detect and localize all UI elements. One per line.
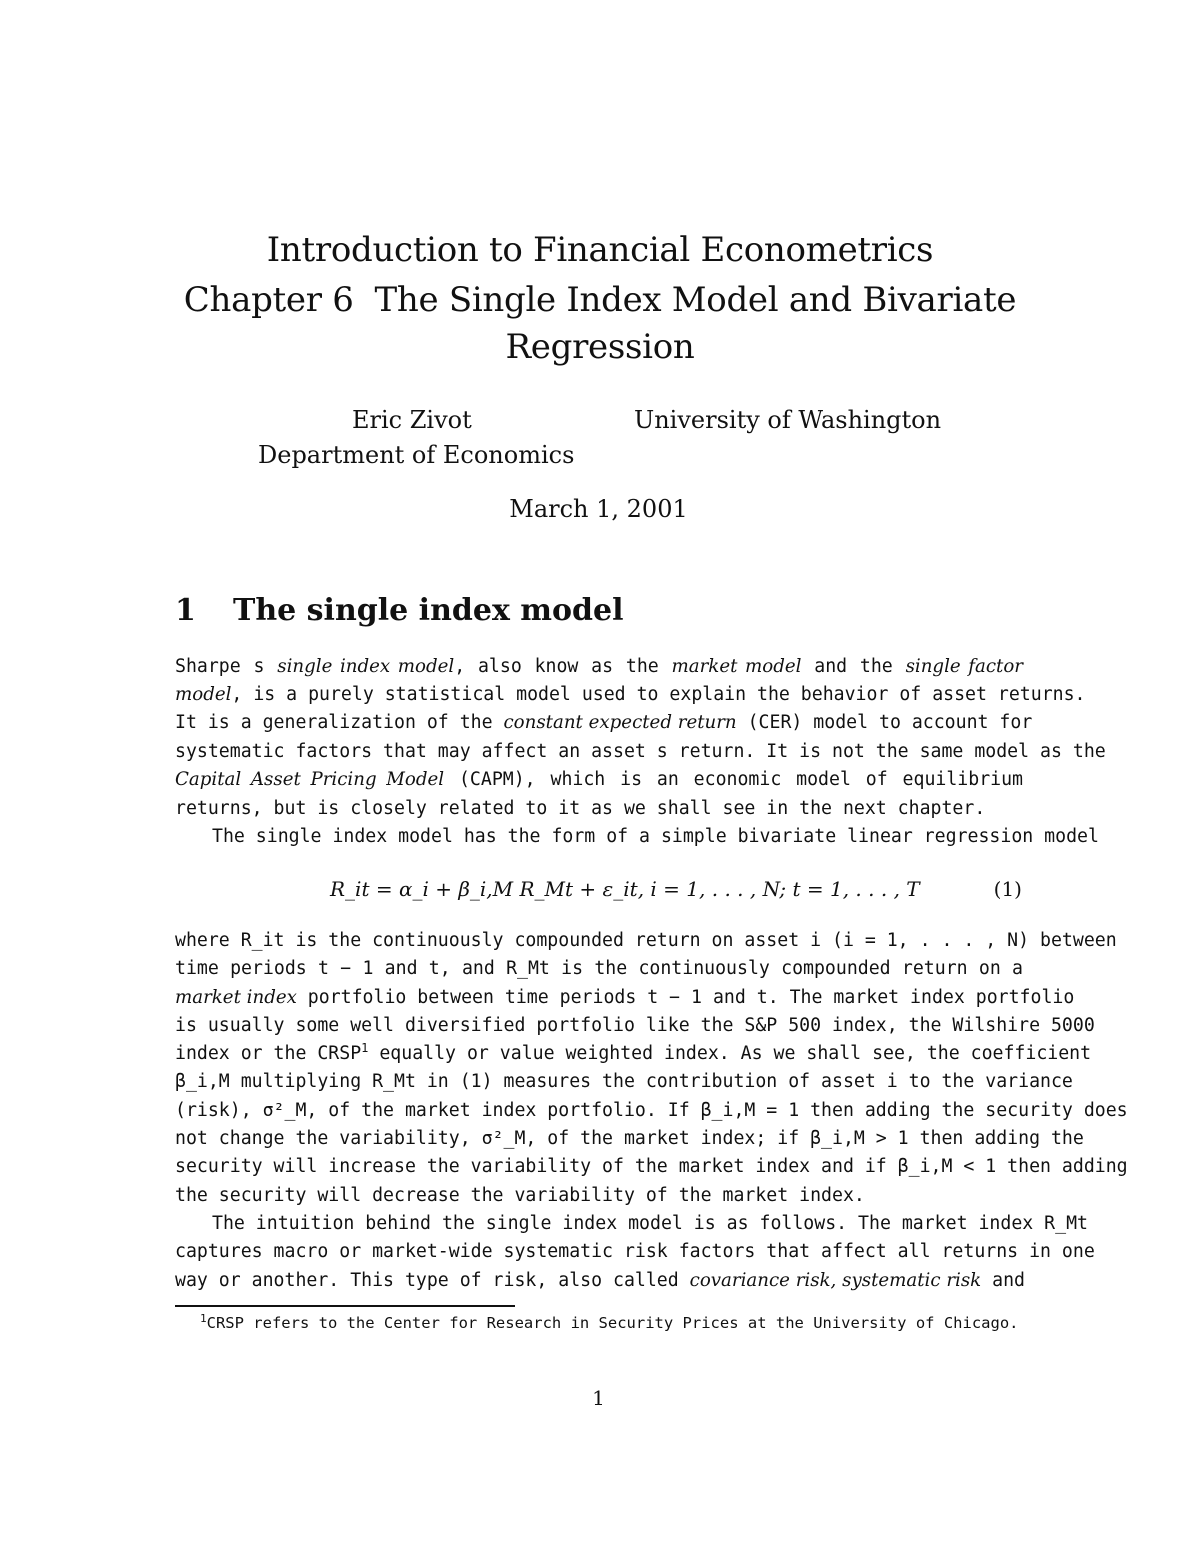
footnote [200, 1311, 1019, 1335]
footnote-rule [175, 1305, 515, 1307]
footnote-text: CRSP refers to the Center for Research in Security Prices at the University of Chicago. [206, 1314, 1019, 1332]
body-line: β_i,M multiplying R_Mt in (1) measures the contribution of asset i to the variance [175, 1071, 1073, 1092]
body-line: Sharpe s single index model, also know as the market model and the single factor [175, 656, 1023, 677]
equation-text: R_it = α_i + β_i,M R_Mt + ε_it, i = 1, . . . , N; t = 1, . . . , T [330, 877, 920, 901]
section-heading [175, 590, 623, 632]
body-line: the security will decrease the variability of the market index. [175, 1185, 865, 1206]
body-line: captures macro or market-wide systematic risk factors that affect all returns in one [175, 1241, 1095, 1262]
paper-date: March 1, 2001 [509, 495, 688, 523]
body-line: (risk), σ²_M, of the market index portfolio. If β_i,M = 1 then adding the security does [175, 1100, 1128, 1121]
author-university: University of Washington [634, 406, 942, 434]
title-line-3: Regression [505, 327, 695, 367]
footnote-marker: 1 [361, 1040, 369, 1055]
body-line: where R_it is the continuously compounded return on asset i (i = 1, . . . , N) between [175, 930, 1117, 951]
section-title: The single index model [233, 593, 624, 628]
section-number: 1 [175, 593, 196, 628]
body-line: time periods t − 1 and t, and R_Mt is the continuously compounded return on a [175, 958, 1023, 979]
body-line: model, is a purely statistical model used to explain the behavior of asset returns. [175, 684, 1086, 705]
equation-number: (1) [993, 877, 1022, 901]
body-line: way or another. This type of risk, also called covariance risk, systematic risk and [175, 1270, 1025, 1291]
body-line: It is a generalization of the constant expected return (CER) model to account for [175, 712, 1033, 733]
author-name: Eric Zivot [352, 406, 472, 434]
body-line: market index portfolio between time periods t − 1 and t. The market index portfolio [175, 987, 1075, 1008]
body-line: not change the variability, σ²_M, of the market index; if β_i,M > 1 then adding the [175, 1128, 1084, 1149]
title-line-1: Introduction to Financial Econometrics [266, 230, 934, 270]
body-line: Capital Asset Pricing Model (CAPM), which is an economic model of equilibrium [175, 769, 1023, 790]
page-number: 1 [592, 1386, 605, 1410]
body-line: is usually some well diversified portfolio like the S&P 500 index, the Wilshire 5000 [175, 1015, 1095, 1036]
equation-1 [330, 874, 1030, 904]
title-line-2: Chapter 6 The Single Index Model and Bivariate [183, 280, 1017, 320]
body-line: The intuition behind the single index model is as follows. The market index R_Mt [212, 1213, 1088, 1234]
footnote-number: 1 [200, 1311, 207, 1325]
body-line: The single index model has the form of a simple bivariate linear regression model [212, 826, 1099, 847]
body-line: security will increase the variability of the market index and if β_i,M < 1 then adding [175, 1156, 1128, 1177]
body-line: returns, but is closely related to it as we shall see in the next chapter. [175, 798, 986, 819]
body-line: systematic factors that may affect an asset s return. It is not the same model as the [175, 741, 1106, 762]
author-department: Department of Economics [258, 441, 575, 469]
body-line: index or the CRSP$^1$ equally or value weighted index. As we shall see, the coefficient [175, 1040, 1092, 1064]
